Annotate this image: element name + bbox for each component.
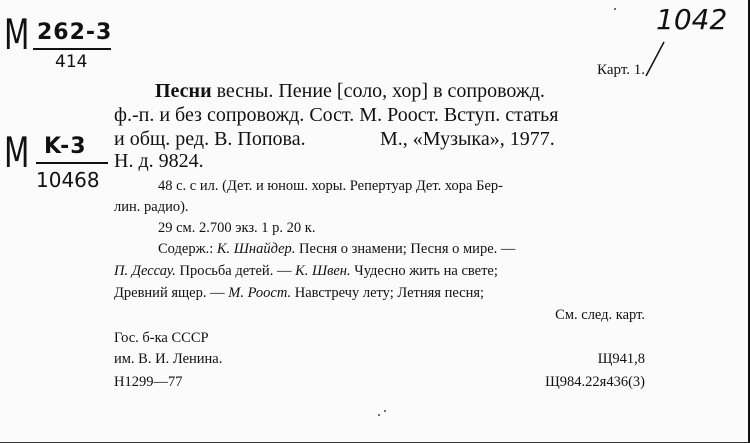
contents-author-4: М. Рооcт. xyxy=(228,285,292,301)
scan-speck xyxy=(384,410,386,412)
library-line-1: Гос. б-ка СССР xyxy=(114,330,209,346)
title-line-3-left: и общ. ред. В. Попова. xyxy=(114,128,306,150)
library-line-3: Н1299—77 xyxy=(114,374,183,390)
handwritten-label-top: M xyxy=(4,10,30,59)
handwritten-number-top: 414 xyxy=(55,52,88,72)
handwritten-underline-bottom xyxy=(36,162,108,164)
handwritten-code-bottom: K-3 xyxy=(44,134,87,159)
series-line-2: лин. радио). xyxy=(114,199,189,215)
scan-speck xyxy=(614,8,616,10)
handwritten-underline-top xyxy=(33,48,111,50)
class-code-2: Щ984.22я436(3) xyxy=(545,374,645,390)
handwritten-catalog-number: 1042 xyxy=(656,3,728,36)
class-code-1: Щ941,8 xyxy=(597,351,645,367)
contents-line-3-rest: Навстречу лету; Летняя песня; xyxy=(291,285,485,301)
title-line-2: ф.-п. и без сопровожд. Сост. М. Рооcт. Вступ. статья xyxy=(114,104,559,126)
contents-line-2-end: Чудесно жить на свете; xyxy=(350,263,498,279)
see-next-card: См. след. карт. xyxy=(555,307,645,323)
contents-line-3-start: Древний ящер. — xyxy=(114,285,229,301)
contents-author-3: К. Швен. xyxy=(295,263,351,279)
title-line-3-right: М., «Музыка», 1977. xyxy=(380,128,555,150)
handwritten-number-bottom: 10468 xyxy=(36,168,100,192)
handwritten-label-bottom: M xyxy=(4,128,30,177)
contents-author-2: П. Дессау. xyxy=(114,263,176,279)
contents-line-2-mid: Просьба детей. — xyxy=(175,263,296,279)
contents-line-3 xyxy=(114,285,484,301)
contents-label: Содерж.: xyxy=(158,241,217,257)
card-number: Карт. 1. xyxy=(597,62,645,78)
contents-author-1: К. Шнайдер. xyxy=(216,241,296,257)
handwritten-code-top: 262-3 xyxy=(37,20,113,45)
library-line-2: им. В. И. Ленина. xyxy=(114,351,223,367)
format-line: 29 см. 2.700 экз. 1 р. 20 к. xyxy=(158,220,316,236)
title-line-4: Н. д. 9824. xyxy=(114,150,204,172)
title-line-1 xyxy=(155,80,545,102)
title-first-word: Песни xyxy=(155,80,212,102)
scan-speck xyxy=(378,414,380,416)
series-line-1: 48 с. с ил. (Дет. и юнош. хоры. Репертуар Дет. хора Бер- xyxy=(158,178,503,194)
contents-line-1-rest: Песня о знамени; Песня о мире. — xyxy=(295,241,516,257)
title-line-1-rest: весны. Пение [соло, хор] в сопровожд. xyxy=(211,80,545,102)
contents-line-1 xyxy=(158,241,515,257)
contents-line-2 xyxy=(114,263,498,279)
